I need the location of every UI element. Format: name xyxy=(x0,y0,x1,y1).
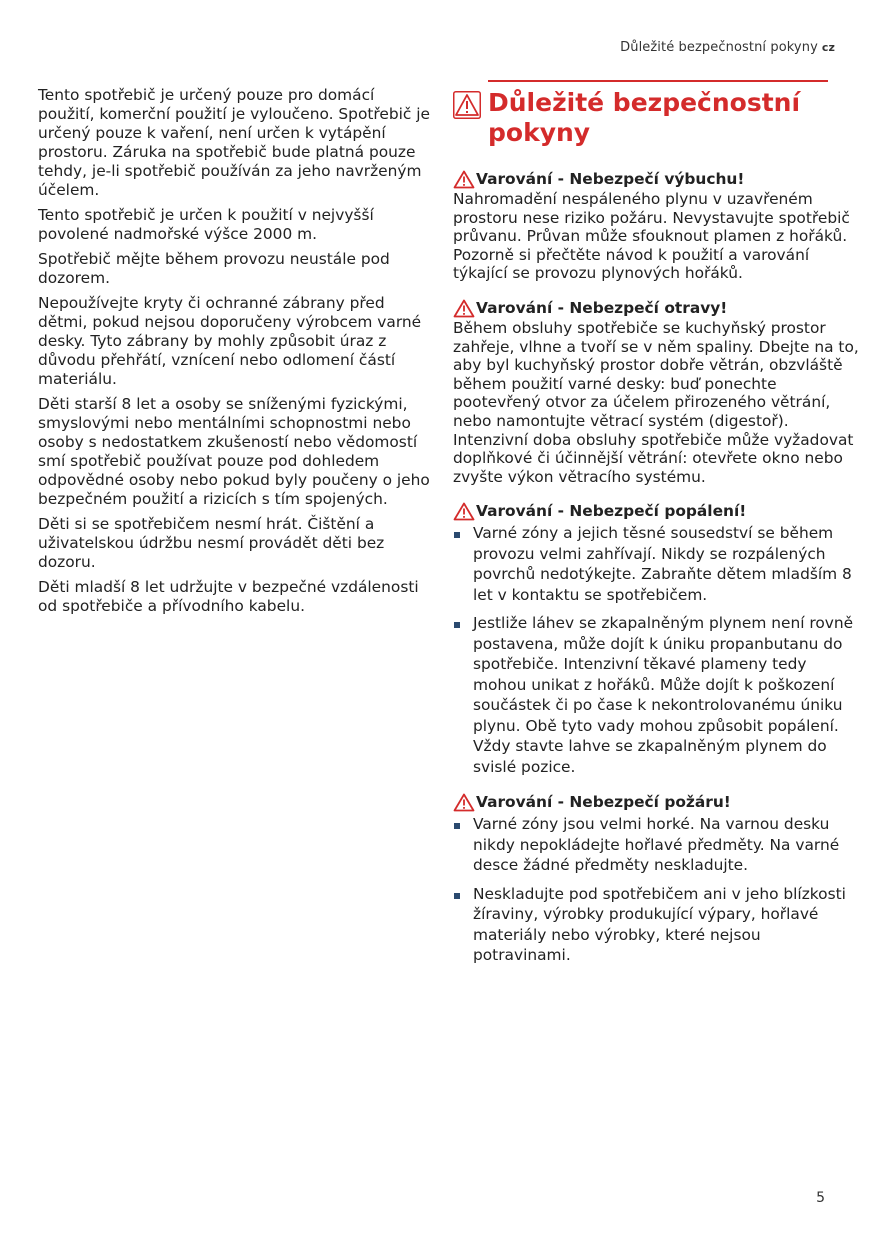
warning-block-explosion xyxy=(453,170,863,283)
warning-block-poisoning xyxy=(453,299,863,486)
warning-text: Během obsluhy spotřebiče se kuchyňský prostor zahřeje, vlhne a tvoří se v něm spaliny. Dbejte na to, aby byl kuchyňský prostor dobře větrán, obzvláště během použití varné desky: buď ponechte pootevřený otvor za účelem přirozeného větrání, nebo namontujte větrací systém (digestoř). Intenzivní doba obsluhy spotřebiče může vyžadovat doplňkové či účinnější větrání: otevřete okno nebo zvyšte výkon větracího systému. xyxy=(453,318,859,486)
warning-icon xyxy=(453,793,475,812)
language-code: cz xyxy=(821,41,835,54)
warning-heading-text: Varování - Nebezpečí otravy! xyxy=(476,298,728,317)
page-number: 5 xyxy=(816,1190,825,1206)
warning-heading-text: Varování - Nebezpečí popálení! xyxy=(476,502,747,521)
list-item xyxy=(453,814,863,876)
bullet-square-icon xyxy=(454,823,460,829)
section-title xyxy=(453,88,863,148)
bullet-list xyxy=(453,523,863,777)
warning-icon xyxy=(453,502,475,521)
paragraph: Tento spotřebič je určen k použití v nejvyšší povolené nadmořské výšce 2000 m. xyxy=(38,206,374,243)
warning-heading xyxy=(453,502,863,521)
list-item xyxy=(453,884,863,966)
section-heading: Důležité bezpečnostní pokyny xyxy=(488,88,801,147)
list-item-text: Varné zóny a jejich těsné sousedství se během provozu velmi zahřívají. Nikdy se rozpálených povrchů nedotýkejte. Zabraňte dětem mladším 8 let v kontaktu se spotřebičem. xyxy=(473,524,852,604)
warning-heading xyxy=(453,299,863,318)
list-item xyxy=(453,613,863,777)
warning-heading-text: Varování - Nebezpečí požáru! xyxy=(476,793,731,812)
bullet-square-icon xyxy=(454,893,460,899)
bullet-list xyxy=(453,814,863,966)
paragraph: Děti starší 8 let a osoby se sníženými fyzickými, smyslovými nebo mentálními schopnostmi nebo osoby s nedostatkem zkušeností nebo vědomostí smí spotřebič používat pouze pod dohledem odpovědné osoby nebo pokud byly poučeny o jeho bezpečném použití a rizicích s tím spojených. xyxy=(38,395,430,508)
right-column xyxy=(453,80,863,982)
warning-text: Nahromadění nespáleného plynu v uzavřeném prostoru nese riziko požáru. Nevystavujte spotřebič průvanu. Průvan může sfouknout plamen z hořáků. Pozorně si přečtěte návod k použití a varování týkající se provozu plynových hořáků. xyxy=(453,190,850,283)
paragraph: Nepoužívejte kryty či ochranné zábrany před dětmi, pokud nejsou doporučeny výrobcem varné desky. Tyto zábrany by mohly způsobit úraz z důvodu přehřátí, vznícení nebo odlomení částí materiálu. xyxy=(38,294,422,388)
paragraph: Spotřebič mějte během provozu neustále pod dozorem. xyxy=(38,250,390,287)
paragraph: Děti mladší 8 let udržujte v bezpečné vzdálenosti od spotřebiče a přívodního kabelu. xyxy=(38,578,419,615)
list-item xyxy=(453,523,863,605)
warning-block-fire xyxy=(453,793,863,966)
bullet-square-icon xyxy=(454,622,460,628)
running-header xyxy=(620,40,835,55)
warning-heading xyxy=(453,170,863,189)
warning-icon xyxy=(453,170,475,189)
list-item-text: Jestliže láhev se zkapalněným plynem není rovně postavena, může dojít k úniku propanbutanu do spotřebiče. Intenzivní těkavé plameny tedy mohou unikat z hořáků. Může dojít k poškození součástek či po čase k nekontrolovanému úniku plynu. Obě tyto vady mohou způsobit popálení. Vždy stavte lahve se zkapalněným plynem do svislé pozice. xyxy=(473,614,854,776)
list-item-text: Varné zóny jsou velmi horké. Na varnou desku nikdy nepokládejte hořlavé předměty. Na varné desce žádné předměty neskladujte. xyxy=(473,815,840,875)
bullet-square-icon xyxy=(454,532,460,538)
paragraph: Děti si se spotřebičem nesmí hrát. Čištění a uživatelskou údržbu nesmí provádět děti bez dozoru. xyxy=(38,515,385,571)
warning-icon xyxy=(453,299,475,318)
warning-triangle-icon xyxy=(453,91,481,119)
header-title: Důležité bezpečnostní pokyny xyxy=(620,40,818,55)
paragraph: Tento spotřebič je určený pouze pro domácí použití, komerční použití je vyloučeno. Spotřebič je určený pouze k vaření, není určen k vytápění prostoru. Záruka na spotřebič bude platná pouze tehdy, je-li spotřebič používán za jeho navrženým účelem. xyxy=(38,86,431,199)
warning-heading-text: Varování - Nebezpečí výbuchu! xyxy=(476,170,745,188)
warning-block-burns xyxy=(453,502,863,777)
left-column xyxy=(38,86,430,622)
list-item-text: Neskladujte pod spotřebičem ani v jeho blízkosti žíraviny, výrobky produkující výpary, hořlavé materiály nebo výrobky, které nejsou potravinami. xyxy=(473,884,846,965)
warning-heading xyxy=(453,793,863,812)
